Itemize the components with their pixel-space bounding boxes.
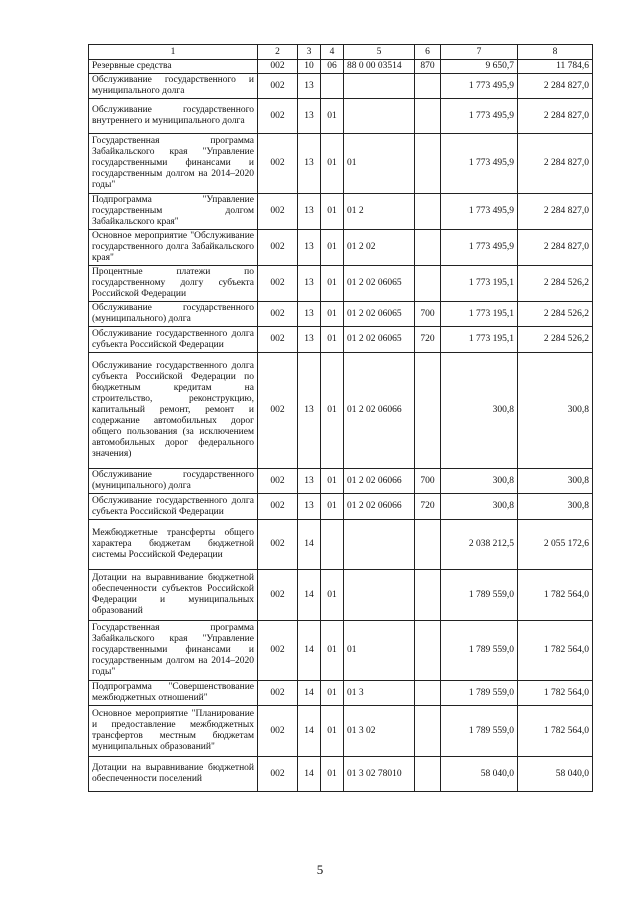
row-csr-cell: 01 2 02 06066 bbox=[344, 469, 415, 494]
row-amount-2019-cell: 2 055 172,6 bbox=[518, 520, 593, 570]
column-header: 6 bbox=[415, 45, 441, 60]
row-rz-cell: 13 bbox=[298, 266, 321, 302]
row-gr-cell: 002 bbox=[258, 302, 298, 327]
row-name-cell: Обслуживание государственного (муниципального) долга bbox=[89, 302, 258, 327]
row-pr-cell: 06 bbox=[321, 60, 344, 74]
row-pr-cell: 01 bbox=[321, 266, 344, 302]
row-vr-cell bbox=[415, 74, 441, 99]
row-gr-cell: 002 bbox=[258, 353, 298, 469]
row-vr-cell bbox=[415, 706, 441, 757]
row-pr-cell: 01 bbox=[321, 681, 344, 706]
row-gr-cell: 002 bbox=[258, 706, 298, 757]
row-csr-cell: 01 2 02 06065 bbox=[344, 302, 415, 327]
row-csr-cell: 01 bbox=[344, 134, 415, 194]
row-pr-cell: 01 bbox=[321, 353, 344, 469]
row-rz-cell: 13 bbox=[298, 327, 321, 353]
row-name-cell: Подпрограмма "Управление государственным долгом Забайкальского края" bbox=[89, 194, 258, 230]
column-header: 7 bbox=[441, 45, 518, 60]
row-name-cell: Дотации на выравнивание бюджетной обеспеченности поселений bbox=[89, 757, 258, 792]
row-amount-2018-cell: 1 773 495,9 bbox=[441, 134, 518, 194]
row-gr-cell: 002 bbox=[258, 230, 298, 266]
row-rz-cell: 14 bbox=[298, 520, 321, 570]
row-amount-2018-cell: 1 789 559,0 bbox=[441, 621, 518, 681]
row-gr-cell: 002 bbox=[258, 621, 298, 681]
row-vr-cell bbox=[415, 681, 441, 706]
row-vr-cell bbox=[415, 99, 441, 134]
row-vr-cell: 720 bbox=[415, 494, 441, 520]
table-row bbox=[89, 302, 593, 327]
row-amount-2018-cell: 1 773 495,9 bbox=[441, 74, 518, 99]
column-header: 4 bbox=[321, 45, 344, 60]
row-name-cell: Обслуживание государственного долга субъекта Российской Федерации bbox=[89, 327, 258, 353]
row-vr-cell bbox=[415, 353, 441, 469]
row-amount-2019-cell: 300,8 bbox=[518, 353, 593, 469]
row-csr-cell: 01 3 02 78010 bbox=[344, 757, 415, 792]
row-pr-cell: 01 bbox=[321, 621, 344, 681]
row-pr-cell: 01 bbox=[321, 570, 344, 621]
table-row bbox=[89, 194, 593, 230]
table-row bbox=[89, 134, 593, 194]
row-amount-2019-cell: 1 782 564,0 bbox=[518, 681, 593, 706]
row-rz-cell: 14 bbox=[298, 757, 321, 792]
row-pr-cell: 01 bbox=[321, 494, 344, 520]
row-csr-cell: 01 bbox=[344, 621, 415, 681]
row-amount-2018-cell: 1 773 195,1 bbox=[441, 327, 518, 353]
row-gr-cell: 002 bbox=[258, 757, 298, 792]
row-rz-cell: 10 bbox=[298, 60, 321, 74]
row-vr-cell bbox=[415, 230, 441, 266]
row-csr-cell bbox=[344, 520, 415, 570]
row-vr-cell bbox=[415, 266, 441, 302]
row-amount-2018-cell: 1 789 559,0 bbox=[441, 570, 518, 621]
row-name-cell: Обслуживание государственного долга субъекта Российской Федерации bbox=[89, 494, 258, 520]
row-name-cell: Процентные платежи по государственному долгу субъекта Российской Федерации bbox=[89, 266, 258, 302]
row-rz-cell: 13 bbox=[298, 353, 321, 469]
row-amount-2018-cell: 1 773 495,9 bbox=[441, 194, 518, 230]
row-amount-2019-cell: 1 782 564,0 bbox=[518, 706, 593, 757]
budget-table bbox=[88, 44, 593, 792]
row-gr-cell: 002 bbox=[258, 570, 298, 621]
row-amount-2018-cell: 1 773 495,9 bbox=[441, 99, 518, 134]
table-row bbox=[89, 327, 593, 353]
row-amount-2019-cell: 2 284 827,0 bbox=[518, 134, 593, 194]
table-row bbox=[89, 99, 593, 134]
row-rz-cell: 13 bbox=[298, 99, 321, 134]
row-rz-cell: 14 bbox=[298, 621, 321, 681]
table-row bbox=[89, 570, 593, 621]
row-pr-cell bbox=[321, 74, 344, 99]
table-header-row bbox=[89, 45, 593, 60]
table-row bbox=[89, 621, 593, 681]
row-amount-2019-cell: 2 284 526,2 bbox=[518, 302, 593, 327]
row-name-cell: Межбюджетные трансферты общего характера бюджетам бюджетной системы Российской Федерации bbox=[89, 520, 258, 570]
row-csr-cell: 01 2 bbox=[344, 194, 415, 230]
table-row bbox=[89, 757, 593, 792]
row-csr-cell: 01 2 02 06065 bbox=[344, 266, 415, 302]
row-csr-cell: 01 3 02 bbox=[344, 706, 415, 757]
table-row bbox=[89, 681, 593, 706]
table-row bbox=[89, 520, 593, 570]
row-name-cell: Государственная программа Забайкальского края "Управление государственными финансами и государственным долгом на 2014–2020 годы" bbox=[89, 134, 258, 194]
column-header: 5 bbox=[344, 45, 415, 60]
row-pr-cell: 01 bbox=[321, 194, 344, 230]
row-rz-cell: 14 bbox=[298, 570, 321, 621]
row-gr-cell: 002 bbox=[258, 327, 298, 353]
row-amount-2019-cell: 300,8 bbox=[518, 494, 593, 520]
row-gr-cell: 002 bbox=[258, 681, 298, 706]
row-pr-cell: 01 bbox=[321, 469, 344, 494]
row-name-cell: Подпрограмма "Совершенствование межбюджетных отношений" bbox=[89, 681, 258, 706]
row-name-cell: Обслуживание государственного внутреннего и муниципального долга bbox=[89, 99, 258, 134]
row-gr-cell: 002 bbox=[258, 494, 298, 520]
row-amount-2018-cell: 1 789 559,0 bbox=[441, 681, 518, 706]
row-vr-cell bbox=[415, 134, 441, 194]
row-amount-2018-cell: 300,8 bbox=[441, 494, 518, 520]
row-csr-cell: 01 2 02 06065 bbox=[344, 327, 415, 353]
row-amount-2019-cell: 11 784,6 bbox=[518, 60, 593, 74]
row-amount-2019-cell: 2 284 827,0 bbox=[518, 194, 593, 230]
row-name-cell: Основное мероприятие "Планирование и предоставление межбюджетных трансфертов местным бюджетам муниципальных образований" bbox=[89, 706, 258, 757]
row-rz-cell: 14 bbox=[298, 706, 321, 757]
row-csr-cell: 01 2 02 bbox=[344, 230, 415, 266]
column-header: 1 bbox=[89, 45, 258, 60]
row-pr-cell: 01 bbox=[321, 757, 344, 792]
page-number: 5 bbox=[316, 862, 324, 877]
row-name-cell: Обслуживание государственного (муниципального) долга bbox=[89, 469, 258, 494]
table-row bbox=[89, 266, 593, 302]
row-amount-2019-cell: 1 782 564,0 bbox=[518, 621, 593, 681]
row-name-cell: Основное мероприятие "Обслуживание государственного долга Забайкальского края" bbox=[89, 230, 258, 266]
row-pr-cell: 01 bbox=[321, 706, 344, 757]
row-rz-cell: 13 bbox=[298, 134, 321, 194]
row-amount-2018-cell: 1 773 195,1 bbox=[441, 266, 518, 302]
row-pr-cell bbox=[321, 520, 344, 570]
row-pr-cell: 01 bbox=[321, 230, 344, 266]
row-name-cell: Дотации на выравнивание бюджетной обеспеченности субъектов Российской Федерации и муниципальных образований bbox=[89, 570, 258, 621]
row-amount-2018-cell: 300,8 bbox=[441, 353, 518, 469]
row-name-cell: Резервные средства bbox=[89, 60, 258, 74]
row-pr-cell: 01 bbox=[321, 99, 344, 134]
row-pr-cell: 01 bbox=[321, 134, 344, 194]
column-header: 3 bbox=[298, 45, 321, 60]
table-row bbox=[89, 353, 593, 469]
row-csr-cell: 01 3 bbox=[344, 681, 415, 706]
row-name-cell: Государственная программа Забайкальского края "Управление государственными финансами и государственным долгом на 2014–2020 годы" bbox=[89, 621, 258, 681]
row-gr-cell: 002 bbox=[258, 194, 298, 230]
row-vr-cell: 700 bbox=[415, 469, 441, 494]
row-gr-cell: 002 bbox=[258, 74, 298, 99]
row-pr-cell: 01 bbox=[321, 327, 344, 353]
row-amount-2019-cell: 2 284 526,2 bbox=[518, 266, 593, 302]
row-gr-cell: 002 bbox=[258, 60, 298, 74]
row-vr-cell: 720 bbox=[415, 327, 441, 353]
row-rz-cell: 13 bbox=[298, 469, 321, 494]
row-vr-cell bbox=[415, 194, 441, 230]
row-gr-cell: 002 bbox=[258, 469, 298, 494]
row-gr-cell: 002 bbox=[258, 134, 298, 194]
table-row bbox=[89, 469, 593, 494]
row-vr-cell: 870 bbox=[415, 60, 441, 74]
row-vr-cell bbox=[415, 570, 441, 621]
row-amount-2019-cell: 2 284 827,0 bbox=[518, 74, 593, 99]
row-vr-cell bbox=[415, 621, 441, 681]
row-amount-2018-cell: 2 038 212,5 bbox=[441, 520, 518, 570]
row-amount-2019-cell: 300,8 bbox=[518, 469, 593, 494]
row-amount-2018-cell: 9 650,7 bbox=[441, 60, 518, 74]
row-amount-2018-cell: 1 789 559,0 bbox=[441, 706, 518, 757]
table-row bbox=[89, 494, 593, 520]
row-amount-2019-cell: 58 040,0 bbox=[518, 757, 593, 792]
row-gr-cell: 002 bbox=[258, 99, 298, 134]
row-rz-cell: 13 bbox=[298, 194, 321, 230]
row-rz-cell: 13 bbox=[298, 230, 321, 266]
row-amount-2019-cell: 1 782 564,0 bbox=[518, 570, 593, 621]
row-amount-2018-cell: 1 773 495,9 bbox=[441, 230, 518, 266]
row-rz-cell: 13 bbox=[298, 302, 321, 327]
column-header: 2 bbox=[258, 45, 298, 60]
column-header: 8 bbox=[518, 45, 593, 60]
row-vr-cell: 700 bbox=[415, 302, 441, 327]
table-row bbox=[89, 60, 593, 74]
row-amount-2019-cell: 2 284 827,0 bbox=[518, 230, 593, 266]
row-csr-cell: 01 2 02 06066 bbox=[344, 494, 415, 520]
row-csr-cell bbox=[344, 570, 415, 621]
row-name-cell: Обслуживание государственного и муниципального долга bbox=[89, 74, 258, 99]
row-gr-cell: 002 bbox=[258, 266, 298, 302]
row-amount-2018-cell: 58 040,0 bbox=[441, 757, 518, 792]
row-csr-cell bbox=[344, 74, 415, 99]
row-amount-2019-cell: 2 284 827,0 bbox=[518, 99, 593, 134]
row-vr-cell bbox=[415, 757, 441, 792]
row-amount-2019-cell: 2 284 526,2 bbox=[518, 327, 593, 353]
row-csr-cell: 01 2 02 06066 bbox=[344, 353, 415, 469]
row-rz-cell: 13 bbox=[298, 494, 321, 520]
row-vr-cell bbox=[415, 520, 441, 570]
row-csr-cell bbox=[344, 99, 415, 134]
row-pr-cell: 01 bbox=[321, 302, 344, 327]
table-body bbox=[89, 60, 593, 792]
row-amount-2018-cell: 1 773 195,1 bbox=[441, 302, 518, 327]
table-row bbox=[89, 230, 593, 266]
row-gr-cell: 002 bbox=[258, 520, 298, 570]
row-rz-cell: 14 bbox=[298, 681, 321, 706]
row-name-cell: Обслуживание государственного долга субъекта Российской Федерации по бюджетным кредитам на строительство, реконструкцию, капитальный ремонт, ремонт и содержание автомобильных дорог общего пользования (за исключением автомобильных дорог федерального значения) bbox=[89, 353, 258, 469]
table-row bbox=[89, 706, 593, 757]
row-rz-cell: 13 bbox=[298, 74, 321, 99]
row-csr-cell: 88 0 00 03514 bbox=[344, 60, 415, 74]
row-amount-2018-cell: 300,8 bbox=[441, 469, 518, 494]
table-row bbox=[89, 74, 593, 99]
